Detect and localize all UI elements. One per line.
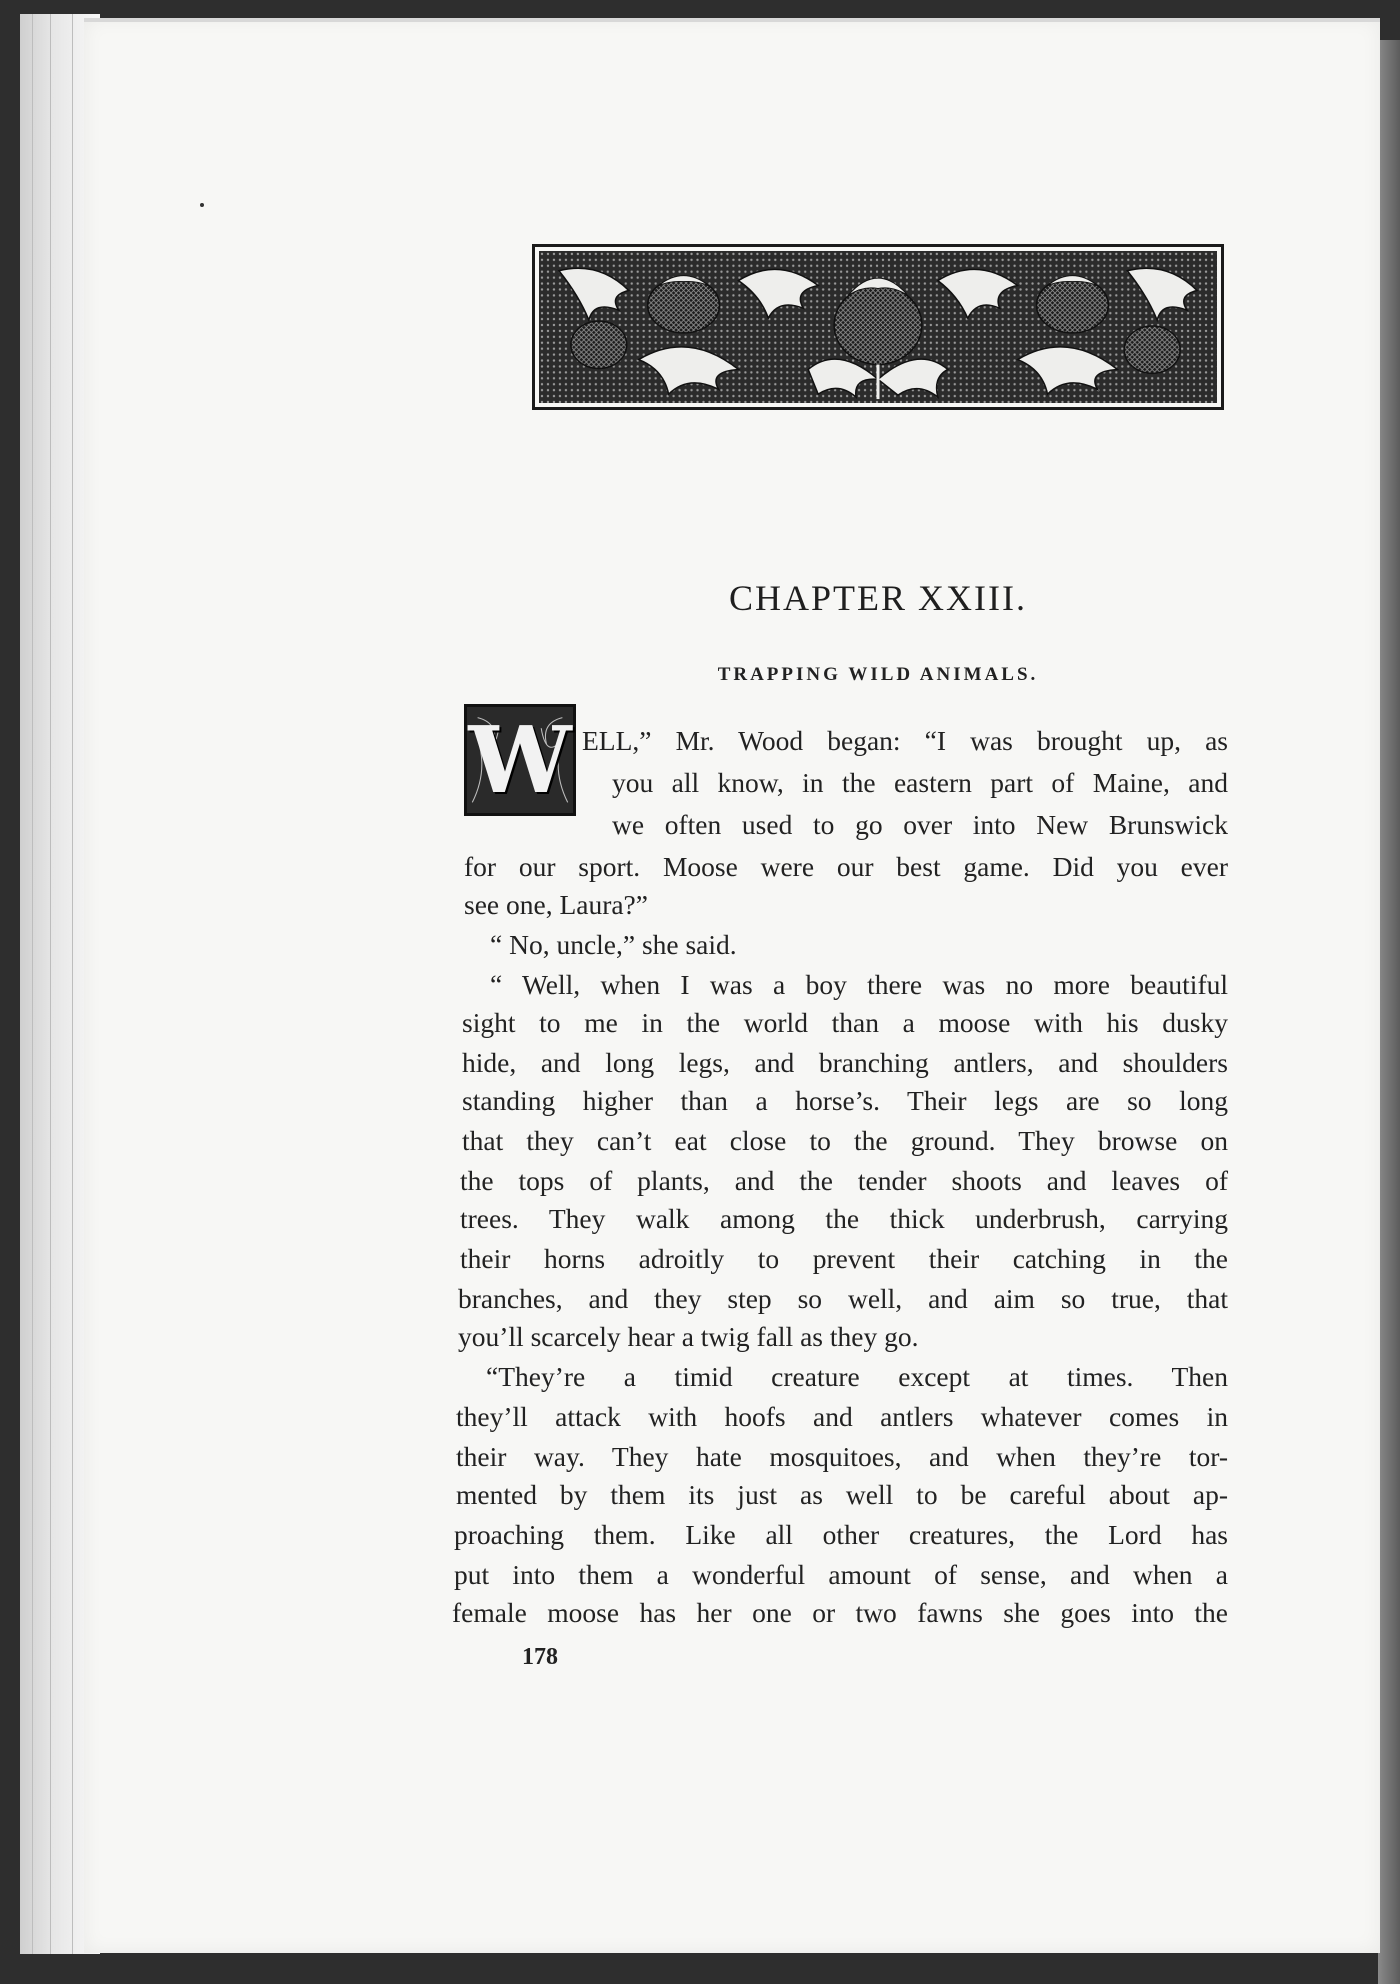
text-line: trees. They walk among the thick underbrush, carrying: [460, 1203, 1228, 1234]
text-line: you’ll scarcely hear a twig fall as they go.: [458, 1321, 919, 1352]
text-line: proaching them. Like all other creatures, the Lord has: [454, 1519, 1228, 1550]
page-number: 178: [522, 1644, 558, 1670]
text-line: their way. They hate mosquitoes, and when they’re tor-: [456, 1441, 1228, 1472]
text-line: female moose has her one or two fawns she goes into the: [452, 1597, 1228, 1628]
text-line: the tops of plants, and the tender shoots and leaves of: [460, 1165, 1228, 1196]
text-line: their horns adroitly to prevent their catching in the: [460, 1243, 1228, 1274]
text-line: “ No, uncle,” she said.: [490, 929, 737, 960]
text-line: we often used to go over into New Brunswick: [612, 809, 1228, 840]
text-line: see one, Laura?”: [464, 889, 648, 920]
drop-cap-letter: W: [468, 706, 572, 814]
text-line: they’ll attack with hoofs and antlers whatever comes in: [456, 1401, 1228, 1432]
top-shadow: [84, 18, 1380, 22]
text-line: “ Well, when I was a boy there was no more beautiful: [490, 969, 1228, 1000]
text-line: standing higher than a horse’s. Their legs are so long: [462, 1085, 1228, 1116]
text-line: hide, and long legs, and branching antlers, and shoulders: [462, 1047, 1228, 1078]
text-line: mented by them its just as well to be careful about ap-: [456, 1479, 1228, 1510]
text-line: you all know, in the eastern part of Maine, and: [612, 767, 1228, 798]
decorated-drop-cap: [464, 704, 576, 816]
book-cover-edge: [1378, 40, 1400, 1984]
thistle-ornament-headpiece: [532, 244, 1224, 410]
chapter-title: CHAPTER XXIII.: [729, 578, 1027, 618]
text-line: that they can’t eat close to the ground. They browse on: [462, 1125, 1228, 1156]
text-line: ELL,” Mr. Wood began: “I was brought up, as: [582, 725, 1228, 756]
chapter-subtitle: TRAPPING WILD ANIMALS.: [717, 664, 1039, 685]
text-line: “They’re a timid creature except at times. Then: [486, 1361, 1228, 1392]
text-line: branches, and they step so well, and aim so true, that: [458, 1283, 1228, 1314]
text-line: put into them a wonderful amount of sense, and when a: [454, 1559, 1228, 1590]
text-line: sight to me in the world than a moose with his dusky: [462, 1007, 1228, 1038]
text-line: for our sport. Moose were our best game. Did you ever: [464, 851, 1228, 882]
ink-speck: [200, 203, 204, 207]
